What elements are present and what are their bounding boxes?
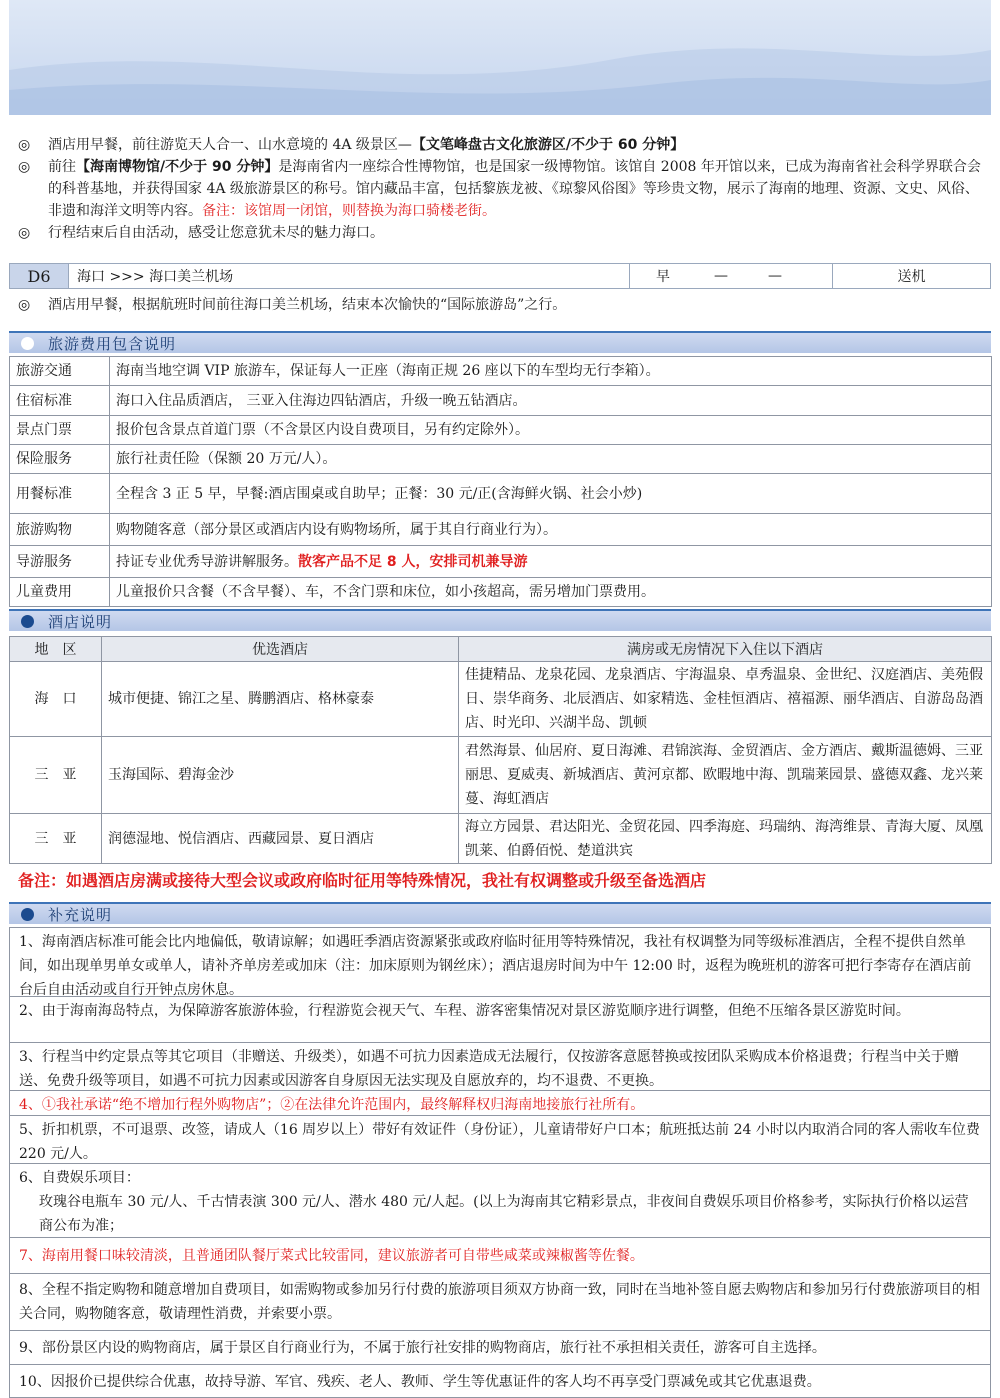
section-dot-icon <box>21 337 34 350</box>
meal-info <box>630 264 833 288</box>
bullet-mark: ◎ <box>18 225 31 241</box>
fee-table <box>9 356 992 607</box>
meal-dinner: — <box>768 268 782 284</box>
supp-section-header <box>9 902 991 924</box>
list-item: 10、因报价已提供综合优惠，故持导游、军官、残疾、老人、教师、学生等优惠证件的客人均不再享受门票减免或其它优惠退费。 <box>9 1365 991 1398</box>
fee-value: 海口入住品质酒店， 三亚入住海边四钻酒店，升级一晚五钻酒店。 <box>110 386 992 416</box>
fee-value: 旅行社责任险（保额 20 万元/人）。 <box>110 445 992 474</box>
table-row <box>10 357 992 386</box>
fee-key: 旅游购物 <box>10 514 110 546</box>
meal-lunch: — <box>714 268 728 284</box>
scenic-spot-name: 【文笔峰盘古文化旅游区/不少于 60 分钟】 <box>411 137 685 153</box>
bullet-mark: ◎ <box>18 159 31 175</box>
day-route: 海口 >>> 海口美兰机场 <box>69 264 630 288</box>
bullet-text: 行程结束后自由活动，感受让您意犹未尽的魅力海口。 <box>48 225 384 241</box>
table-row <box>10 546 992 578</box>
meal-breakfast: 早 <box>656 269 670 285</box>
hotel-preferred: 玉海国际、碧海金沙 <box>102 737 459 814</box>
table-row <box>10 386 992 416</box>
fee-key: 旅游交通 <box>10 357 110 386</box>
table-row <box>10 514 992 546</box>
fee-key: 景点门票 <box>10 416 110 445</box>
bullet-text: 是海南省内一座综合性博物馆，也是国家一级博物馆。该馆自 2008 年开馆以来，已成为海南省社会科学界联合会的科普基地，并获得国家 4A 级旅游景区的称号。馆内藏品丰富，包括黎族龙被、《琼黎风俗图》等珍贵文物，展示了海南的地理、资源、文史、风俗、非遗和海洋文明等内容。 <box>48 159 981 219</box>
bullet-item <box>18 156 988 222</box>
bullet-text: 酒店用早餐，根据航班时间前往海口美兰机场，结束本次愉快的“国际旅游岛”之行。 <box>48 297 567 313</box>
column-header: 地 区 <box>10 637 102 662</box>
bullet-mark: ◎ <box>18 137 31 153</box>
list-item: 5、折扣机票，不可退票、改签，请成人（16 周岁以上）带好有效证件（身份证），儿童请带好户口本；航班抵达前 24 小时以内取消合同的客人需收车位费 220 元/人。 <box>9 1116 991 1164</box>
hotel-area: 海 口 <box>10 662 102 737</box>
section-dot-icon <box>21 908 34 921</box>
fee-value: 报价包含景点首道门票（不含景区内设自费项目，另有约定除外）。 <box>110 416 992 445</box>
column-header: 满房或无房情况下入住以下酒店 <box>459 637 992 662</box>
fee-value: 全程含 3 正 5 早，早餐:酒店围桌或自助早；正餐：30 元/正(含海鲜火锅、社会小炒) <box>110 474 992 514</box>
column-header: 优选酒店 <box>102 637 459 662</box>
list-item-detail: 玫瑰谷电瓶车 30 元/人、千古情表演 300 元/人、潜水 480 元/人起。(以上为海南其它精彩景点，非夜间自费娱乐项目价格参考，实际执行价格以运营商公布为准； <box>39 1194 969 1234</box>
table-row <box>10 474 992 514</box>
bullet-item <box>18 294 988 316</box>
list-item: 8、全程不指定购物和随意增加自费项目，如需购物或参加另行付费的旅游项目须双方协商一致，同时在当地补签自愿去购物店和参加另行付费旅游项目的相关合同，购物随客意，敬请理性消费，并索要小票。 <box>9 1274 991 1331</box>
bullet-item <box>18 222 988 244</box>
table-row <box>10 737 992 814</box>
table-row <box>10 814 992 864</box>
list-item: 3、行程当中约定景点等其它项目（非赠送、升级类），如遇不可抗力因素造成无法履行，仅按游客意愿替换或按团队采购成本价格退费；行程当中关于赠送、免费升级等项目，如遇不可抗力因素或因游客自身原因无法实现及自愿放弃的，均不退费、不更换。 <box>9 1043 991 1091</box>
intro-bullets <box>18 134 988 244</box>
fee-key: 导游服务 <box>10 546 110 578</box>
fee-key: 儿童费用 <box>10 578 110 607</box>
hotel-area: 三 亚 <box>10 814 102 864</box>
table-row <box>10 578 992 607</box>
banner-wave-decoration <box>9 0 991 115</box>
remark-text: 备注：该馆周一闭馆，则替换为海口骑楼老街。 <box>202 203 496 219</box>
day-hotel: 送机 <box>897 269 926 285</box>
hotel-alternative: 君然海景、仙居府、夏日海滩、君锦滨海、金贸酒店、金方酒店、戴斯温德姆、三亚丽思、夏威夷、新城酒店、黄河京都、欧暇地中海、凯瑞莱园景、盛德双鑫、龙兴莱蔓、海虹酒店 <box>459 737 992 814</box>
list-item: 7、海南用餐口味较清淡，且普通团队餐厅菜式比较雷同，建议旅游者可自带些咸菜或辣椒酱等佐餐。 <box>9 1238 991 1274</box>
hotel-preferred: 润德湿地、悦信酒店、西藏园景、夏日酒店 <box>102 814 459 864</box>
fee-value: 购物随客意（部分景区或酒店内设有购物场所，属于其自行商业行为）。 <box>110 514 992 546</box>
header-banner <box>9 0 991 115</box>
list-item: 9、部份景区内设的购物商店，属于景区自行商业行为，不属于旅行社安排的购物商店，旅行社不承担相关责任，游客可自主选择。 <box>9 1331 991 1365</box>
day-number: D6 <box>10 264 69 288</box>
hotel-table <box>9 636 992 864</box>
section-title: 补充说明 <box>48 905 113 924</box>
list-item: 1、海南酒店标准可能会比内地偏低，敬请谅解；如遇旺季酒店资源紧张或政府临时征用等特殊情况，我社有权调整为同等级标准酒店，全程不提供自然单间，如出现单男单女或单人，请补齐单房差或加床（注：加床原则为钢丝床）；酒店退房时间为中午 12:00 时，返程为晚班机的游客可把行李寄存在酒店前台后自由活动或自行开钟点房休息。 <box>9 928 991 997</box>
fee-value: 儿童报价只含餐（不含早餐）、车，不含门票和床位，如小孩超高，需另增加门票费用。 <box>110 578 992 607</box>
fee-section-header <box>9 331 991 353</box>
fee-key: 保险服务 <box>10 445 110 474</box>
table-row <box>10 662 992 737</box>
fee-key: 用餐标准 <box>10 474 110 514</box>
list-item: 2、由于海南海岛特点，为保障游客旅游体验，行程游览会视天气、车程、游客密集情况对景区游览顺序进行调整，但绝不压缩各景区游览时间。 <box>9 997 991 1043</box>
table-row <box>10 416 992 445</box>
hotel-alternative: 佳捷精品、龙泉花园、龙泉酒店、宇海温泉、卓秀温泉、金世纪、汉庭酒店、美苑假日、崇华商务、北辰酒店、如家精选、金桂恒酒店、禧福源、丽华酒店、自游岛岛酒店、时光印、兴湖半岛、凯顿 <box>459 662 992 737</box>
section-dot-icon <box>21 615 34 628</box>
supplement-list <box>9 927 991 1398</box>
hotel-preferred: 城市便捷、锦江之星、腾鹏酒店、格林豪泰 <box>102 662 459 737</box>
list-item-title: 6、自费娱乐项目： <box>19 1170 140 1186</box>
fee-value: 海南当地空调 VIP 旅游车，保证每人一正座（海南正规 26 座以下的车型均无行李箱）。 <box>110 357 992 386</box>
hotel-note: 备注：如遇酒店房满或接待大型会议或政府临时征用等特殊情况，我社有权调整或升级至备选酒店 <box>18 871 707 890</box>
bullet-text: 前往 <box>48 159 76 175</box>
fee-value-text: 持证专业优秀导游讲解服务。 <box>116 553 298 570</box>
hotel-alternative: 海立方园景、君达阳光、金贸花园、四季海庭、玛瑞纳、海湾维景、青海大厦、凤凰凯莱、伯爵佰悦、楚道洪宾 <box>459 814 992 864</box>
bullet-text: 酒店用早餐，前往游览天人合一、山水意境的 4A 级景区— <box>48 137 412 153</box>
fee-remark: 散客产品不足 8 人，安排司机兼导游 <box>298 553 528 570</box>
scenic-spot-name: 【海南博物馆/不少于 90 分钟】 <box>76 159 279 175</box>
day6-bullets <box>18 294 988 316</box>
bullet-item <box>18 134 988 156</box>
hotel-section-header <box>9 609 991 631</box>
section-title: 旅游费用包含说明 <box>48 334 177 353</box>
fee-key: 住宿标准 <box>10 386 110 416</box>
fee-value <box>110 546 992 578</box>
bullet-mark: ◎ <box>18 297 31 313</box>
list-item <box>9 1164 991 1238</box>
hotel-area: 三 亚 <box>10 737 102 814</box>
table-header-row <box>10 637 992 662</box>
day-row <box>9 263 991 289</box>
list-item: 4、①我社承诺“绝不增加行程外购物店”；②在法律允许范围内，最终解释权归海南地接旅行社所有。 <box>9 1091 991 1116</box>
section-title: 酒店说明 <box>48 612 113 631</box>
table-row <box>10 445 992 474</box>
